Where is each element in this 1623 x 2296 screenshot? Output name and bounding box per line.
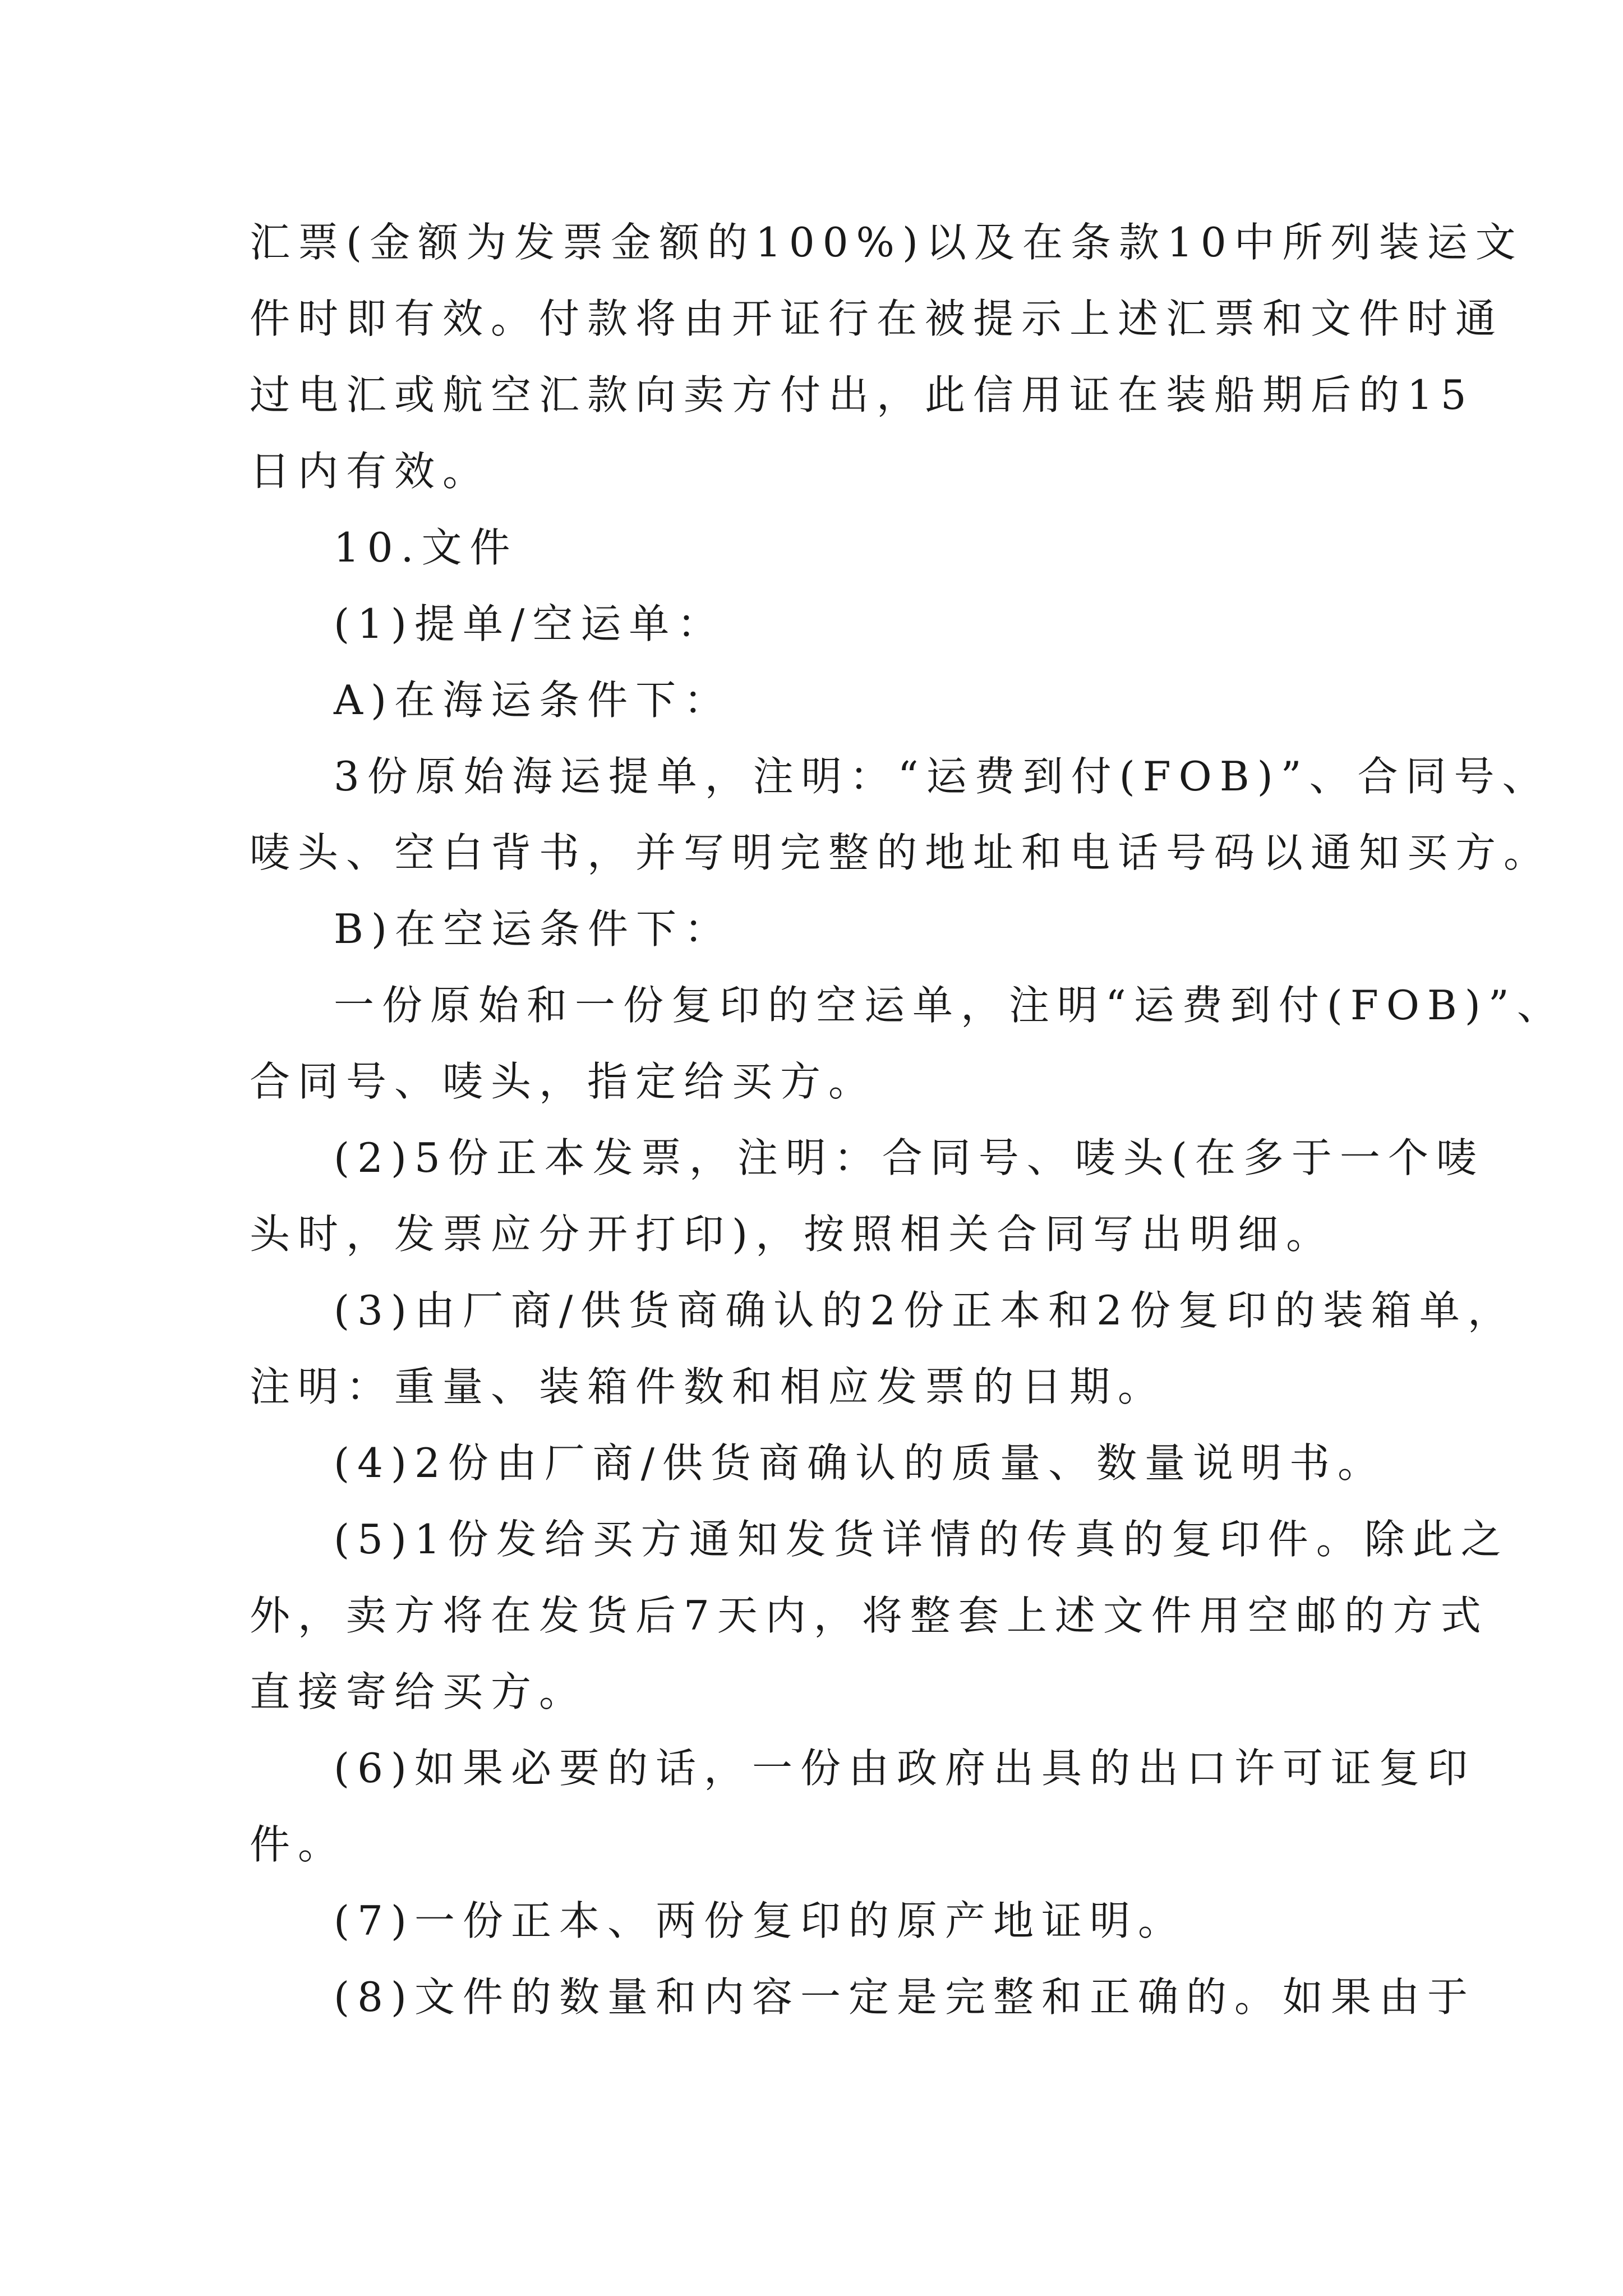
text-line: 注明：重量、装箱件数和相应发票的日期。 xyxy=(250,1363,1166,1410)
text-line: (8)文件的数量和内容一定是完整和正确的。如果由于 xyxy=(334,1973,1476,2021)
text-line: (1)提单/空运单： xyxy=(334,600,726,647)
text-line: A)在海运条件下： xyxy=(334,677,732,724)
text-line: 3份原始海运提单，注明：“运费到付(FOB)”、合同号、 xyxy=(334,753,1551,800)
text-line: (5)1份发给买方通知发货详情的传真的复印件。除此之 xyxy=(334,1516,1509,1563)
text-line: (7)一份正本、两份复印的原产地证明。 xyxy=(334,1897,1186,1944)
text-line: 过电汇或航空汇款向卖方付出，此信用证在装船期后的15 xyxy=(250,371,1474,418)
text-line: 日内有效。 xyxy=(250,448,491,495)
text-line: (6)如果必要的话，一份由政府出具的出口许可证复印 xyxy=(334,1745,1476,1792)
text-line: 外，卖方将在发货后7天内，将整套上述文件用空邮的方式 xyxy=(250,1592,1489,1639)
text-line: (2)5份正本发票，注明：合同号、唛头(在多于一个唛 xyxy=(334,1134,1484,1181)
text-line: 头时，发票应分开打印)，按照相关合同写出明细。 xyxy=(250,1211,1335,1258)
text-line: 件时即有效。付款将由开证行在被提示上述汇票和文件时通 xyxy=(250,295,1504,342)
text-line: (3)由厂商/供货商确认的2份正本和2份复印的装箱单， xyxy=(334,1287,1516,1334)
text-line: 合同号、唛头，指定给买方。 xyxy=(250,1058,877,1105)
text-line: 一份原始和一份复印的空运单，注明“运费到付(FOB)”、 xyxy=(334,982,1565,1029)
text-line: 汇票(金额为发票金额的100%)以及在条款10中所列装运文 xyxy=(250,219,1524,266)
text-line: 件。 xyxy=(250,1821,347,1868)
text-line: B)在空运条件下： xyxy=(334,905,733,953)
text-line: 唛头、空白背书，并写明完整的地址和电话号码以通知买方。 xyxy=(250,829,1552,876)
text-line: (4)2份由厂商/供货商确认的质量、数量说明书。 xyxy=(334,1439,1386,1487)
section-heading: 10.文件 xyxy=(334,524,518,571)
text-line: 直接寄给买方。 xyxy=(250,1668,588,1715)
